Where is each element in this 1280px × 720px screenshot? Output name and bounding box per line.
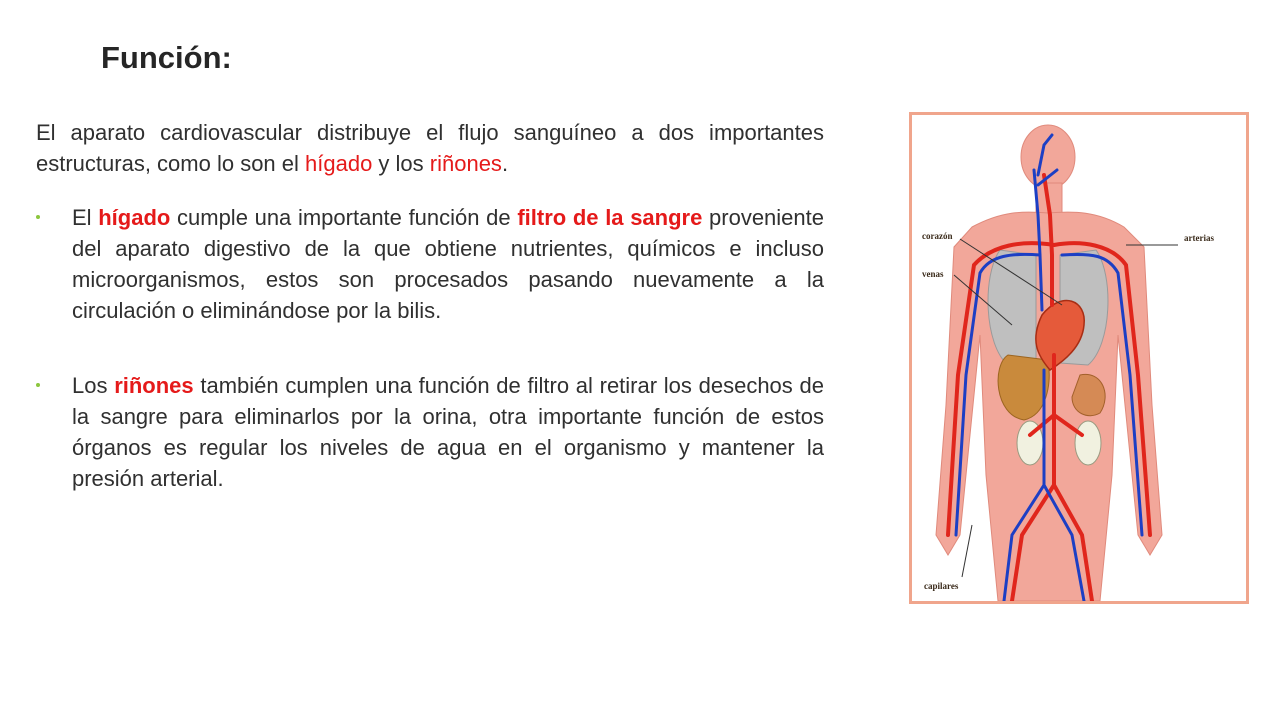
circulatory-system-illustration [912,115,1246,601]
bullet-higado [36,202,824,326]
intro-higado: hígado [305,151,373,176]
bullet1-term: hígado [98,205,171,230]
bullet2-post: también cumplen una función de filtro al retirar los desechos de la sangre para eliminarlos por la orina, otra importante función de estos órganos es regular los niveles de agua en el organismo y mantener la presión arterial. [72,373,824,491]
intro-paragraph [36,117,824,179]
bullet-dot [36,215,40,219]
bullet-dot [36,383,40,387]
bullet1-pre: El [72,205,99,230]
intro-rinones: riñones [429,151,502,176]
slide-title: Función: [101,40,232,75]
intro-text-2: y los [372,151,430,176]
bullet1-term2: filtro de la sangre [517,205,703,230]
label-corazon: corazón [922,231,953,241]
bullet2-pre: Los [72,373,115,398]
intro-text-3: . [501,151,509,176]
bullet2-term: riñones [114,373,194,398]
slide-content [36,117,824,494]
bullet-rinones [36,370,824,494]
circulatory-system-figure [909,112,1249,604]
label-capilares: capilares [924,581,959,591]
intro-text-1: El aparato cardiovascular distribuye el flujo sanguíneo a dos importantes estructuras, como lo son el [36,120,824,176]
bullet1-mid: cumple una importante función de [170,205,518,230]
bullet1-post: proveniente del aparato digestivo de la que obtiene nutrientes, químicos e incluso microorganismos, estos son procesados pasando nuevamente a la circulación o eliminándose por la bilis. [72,205,824,323]
label-arterias: arterias [1184,233,1214,243]
label-venas: venas [922,269,944,279]
